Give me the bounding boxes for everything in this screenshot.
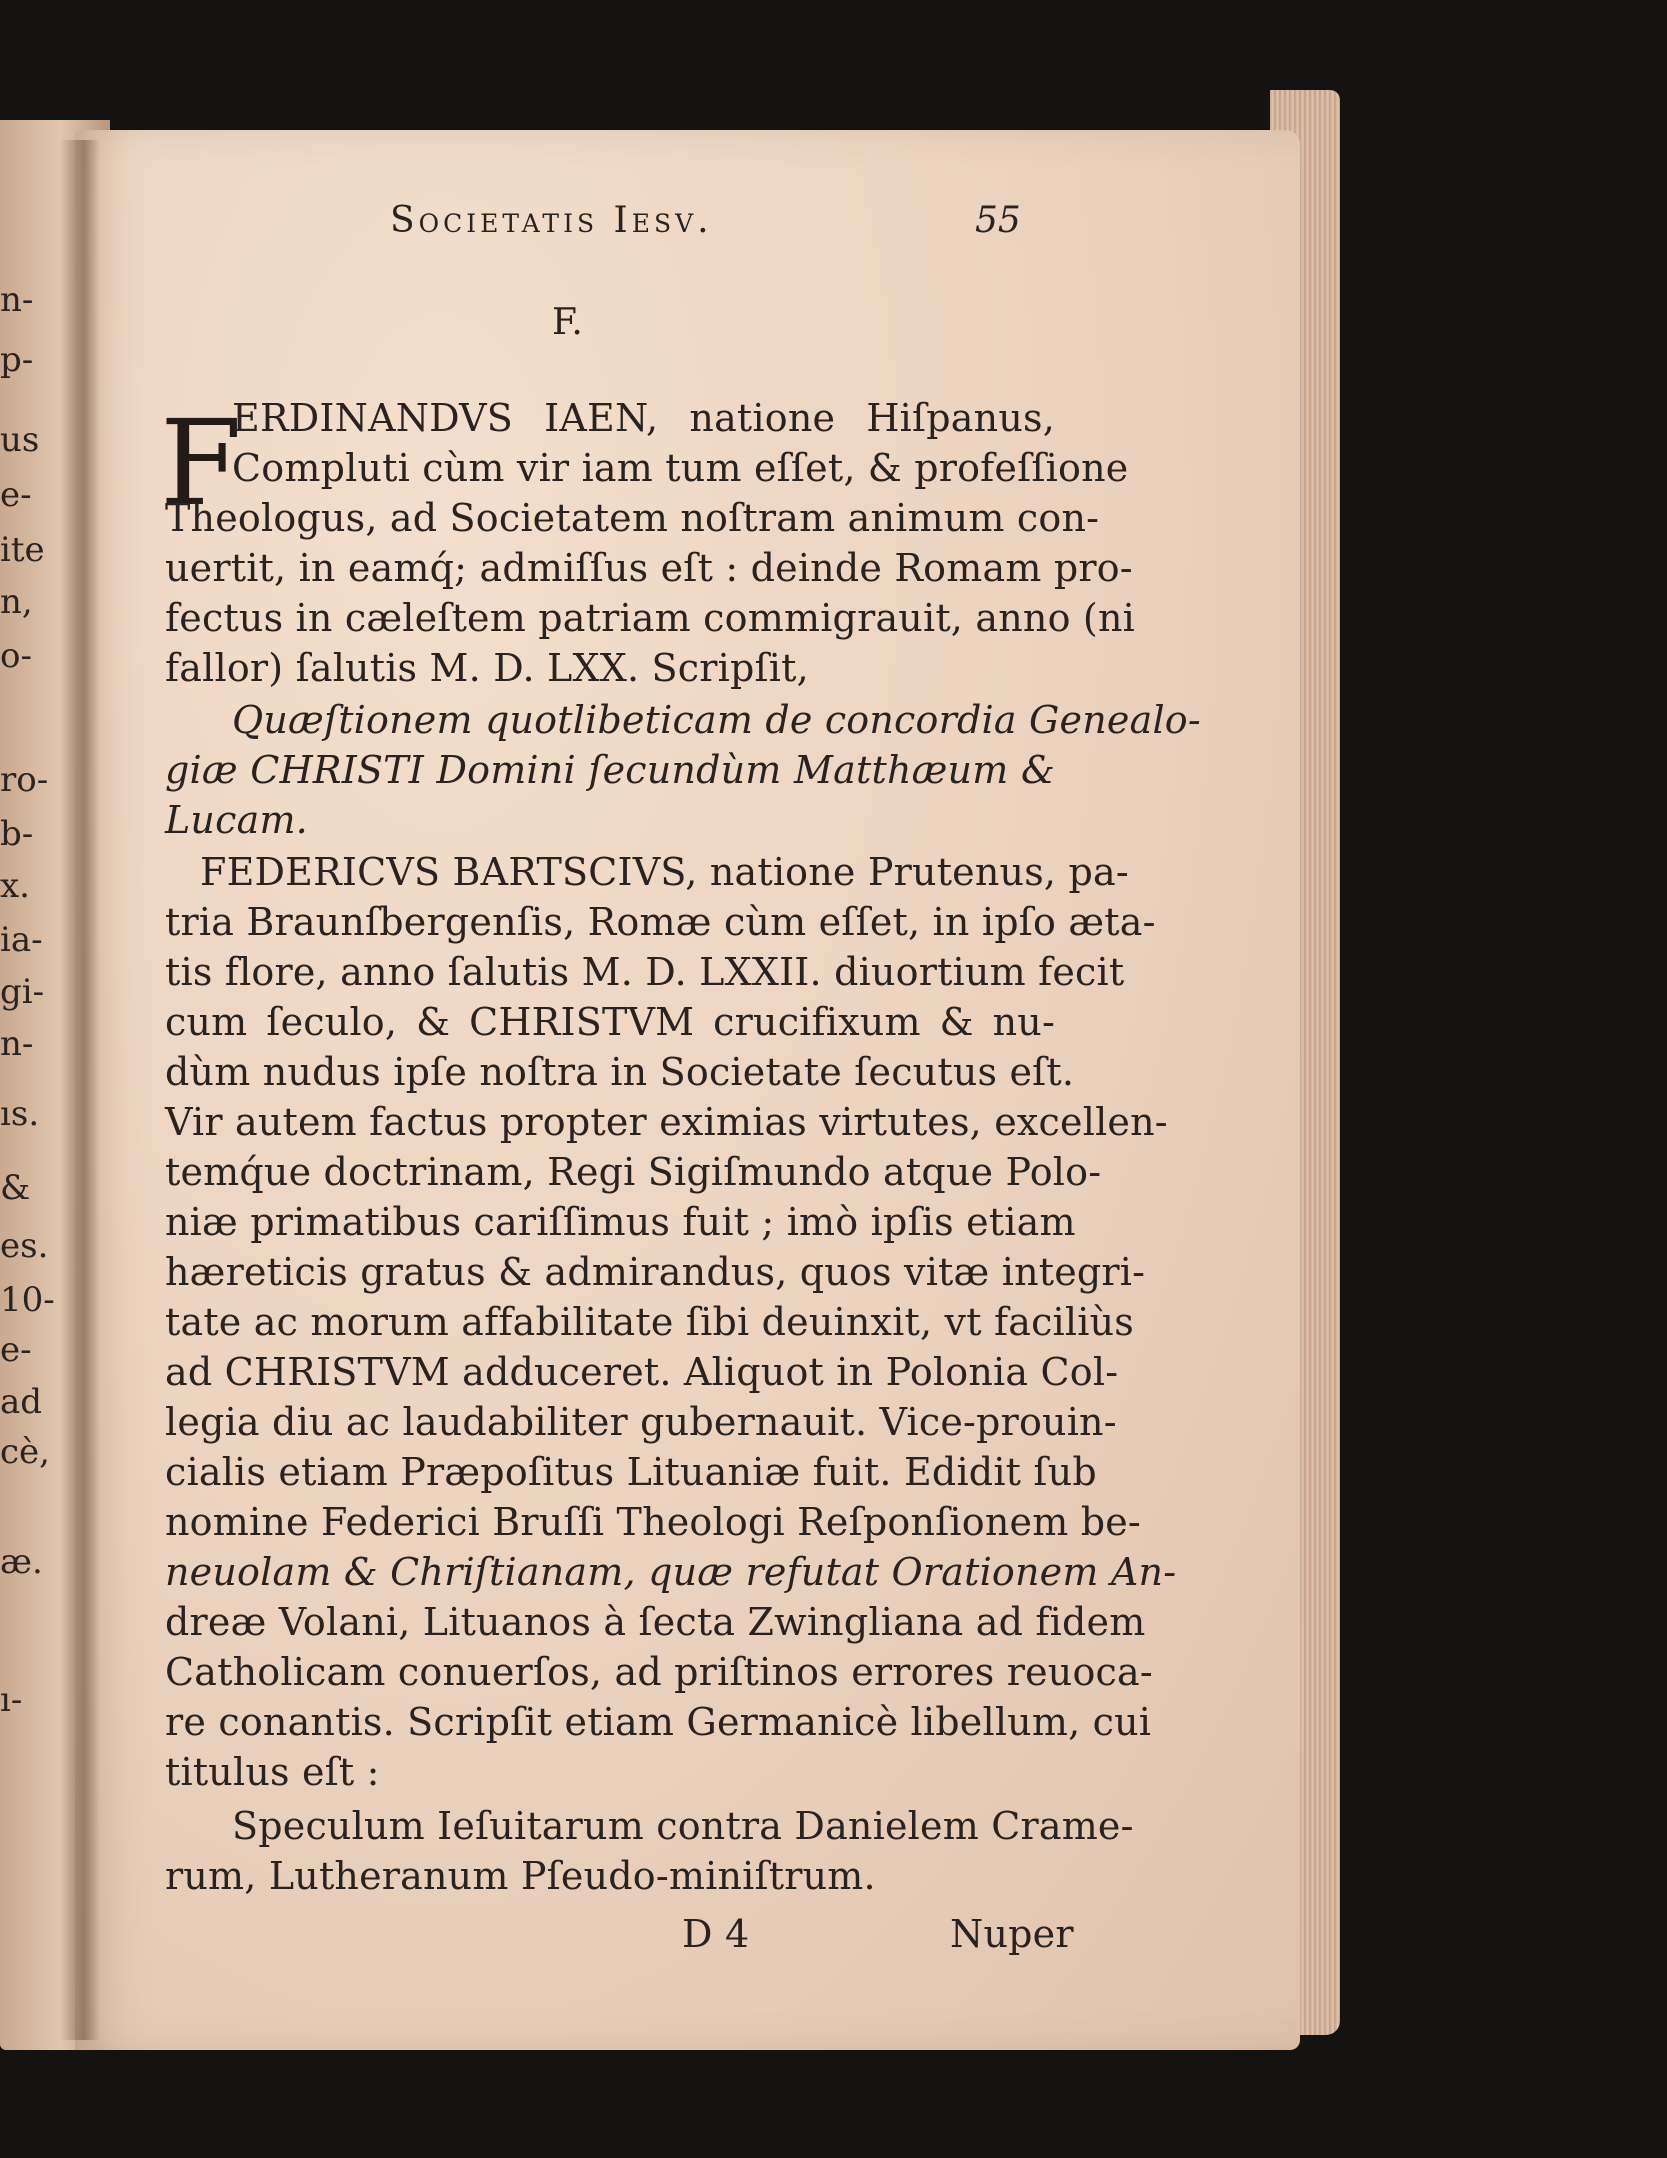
text-line: rum, Lutheranum Pſeudo-miniſtrum. [165,1854,876,1898]
verso-fragment: x. [0,866,30,906]
verso-fragment: ite [0,530,45,570]
verso-fragment: e- [0,475,32,515]
text-line: hæreticis gratus & admirandus, quos vitæ integri- [165,1250,1146,1294]
verso-fragment: b- [0,814,34,854]
text-line: fectus in cæleſtem patriam commigrauit, anno (ni [165,596,1135,640]
page-number: 55 [975,200,1021,241]
text-line: Quæſtionem quotlibeticam de concordia Genealo- [232,698,1201,742]
verso-fragment: æ. [0,1542,43,1582]
verso-fragment: & [0,1168,31,1208]
catchword: Nuper [950,1912,1074,1956]
drop-cap: F [160,394,242,532]
verso-fragment: 10- [0,1280,55,1320]
text-line: uertit, in eamq́; admiſſus eſt : deinde Romam pro- [165,546,1133,590]
text-line: ERDINANDVS IAEN, natione Hiſpanus, [232,396,1055,440]
text-line: re conantis. Scripſit etiam Germanicè libellum, cui [165,1700,1152,1744]
verso-fragment: p- [0,340,34,380]
text-line: nomine Federici Bruſſi Theologi Reſponſionem be- [165,1500,1141,1544]
verso-fragment: n- [0,280,34,320]
verso-fragment: o- [0,636,32,676]
text-line: FEDERICVS BARTSCIVS, natione Prutenus, pa- [200,850,1129,894]
verso-fragment: n- [0,1024,34,1064]
verso-fragment: gi- [0,972,45,1012]
running-title: Societatis Iesv. [390,200,713,241]
text-line: giæ CHRISTI Domini ſecundùm Matthæum & [165,748,1055,792]
verso-fragment: es. [0,1226,49,1266]
verso-margin-fragments [0,150,68,1950]
text-line: Theologus, ad Societatem noſtram animum con- [165,496,1100,540]
text-line: titulus eſt : [165,1750,380,1794]
verso-fragment: cè, [0,1432,50,1472]
text-line: dreæ Volani, Lituanos à ſecta Zwingliana ad fidem [165,1600,1146,1644]
text-line: Lucam. [165,798,308,842]
verso-fragment: ı- [0,1680,23,1720]
signature-mark: D 4 [682,1912,750,1956]
text-line: neuolam & Chriſtianam, quæ refutat Orationem An- [165,1550,1177,1594]
text-line: cum ſeculo, & CHRISTVM crucifixum & nu- [165,1000,1055,1044]
text-line: Vir autem factus propter eximias virtutes, excellen- [165,1100,1168,1144]
text-line: cialis etiam Præpoſitus Lituaniæ fuit. Edidit ſub [165,1450,1097,1494]
text-line: fallor) ſalutis M. D. LXX. Scripſit, [165,646,809,690]
text-line: niæ primatibus cariſſimus fuit ; imò ipſis etiam [165,1200,1076,1244]
verso-fragment: ad [0,1382,43,1422]
text-line: ad CHRISTVM adduceret. Aliquot in Polonia Col- [165,1350,1119,1394]
section-letter: F. [552,302,583,343]
verso-fragment: ro- [0,760,49,800]
text-line: temq́ue doctrinam, Regi Sigiſmundo atque Polo- [165,1150,1102,1194]
text-line: dùm nudus ipſe noſtra in Societate ſecutus eſt. [165,1050,1075,1094]
text-line: tate ac morum affabilitate ſibi deuinxit, vt faciliùs [165,1300,1134,1344]
verso-fragment: us [0,420,40,460]
verso-fragment: ia- [0,920,43,960]
text-line: Speculum Ieſuitarum contra Danielem Crame- [232,1804,1134,1848]
text-line: Compluti cùm vir iam tum eſſet, & profeſſione [232,446,1129,490]
text-line: tis flore, anno ſalutis M. D. LXXII. diuortium fecit [165,950,1125,994]
text-line: legia diu ac laudabiliter gubernauit. Vice-prouin- [165,1400,1117,1444]
text-line: Catholicam conuerſos, ad priſtinos errores reuoca- [165,1650,1153,1694]
verso-fragment: ıs. [0,1094,40,1134]
verso-fragment: e- [0,1330,32,1370]
verso-fragment: n, [0,582,33,622]
text-line: tria Braunſbergenſis, Romæ cùm eſſet, in ipſo æta- [165,900,1156,944]
